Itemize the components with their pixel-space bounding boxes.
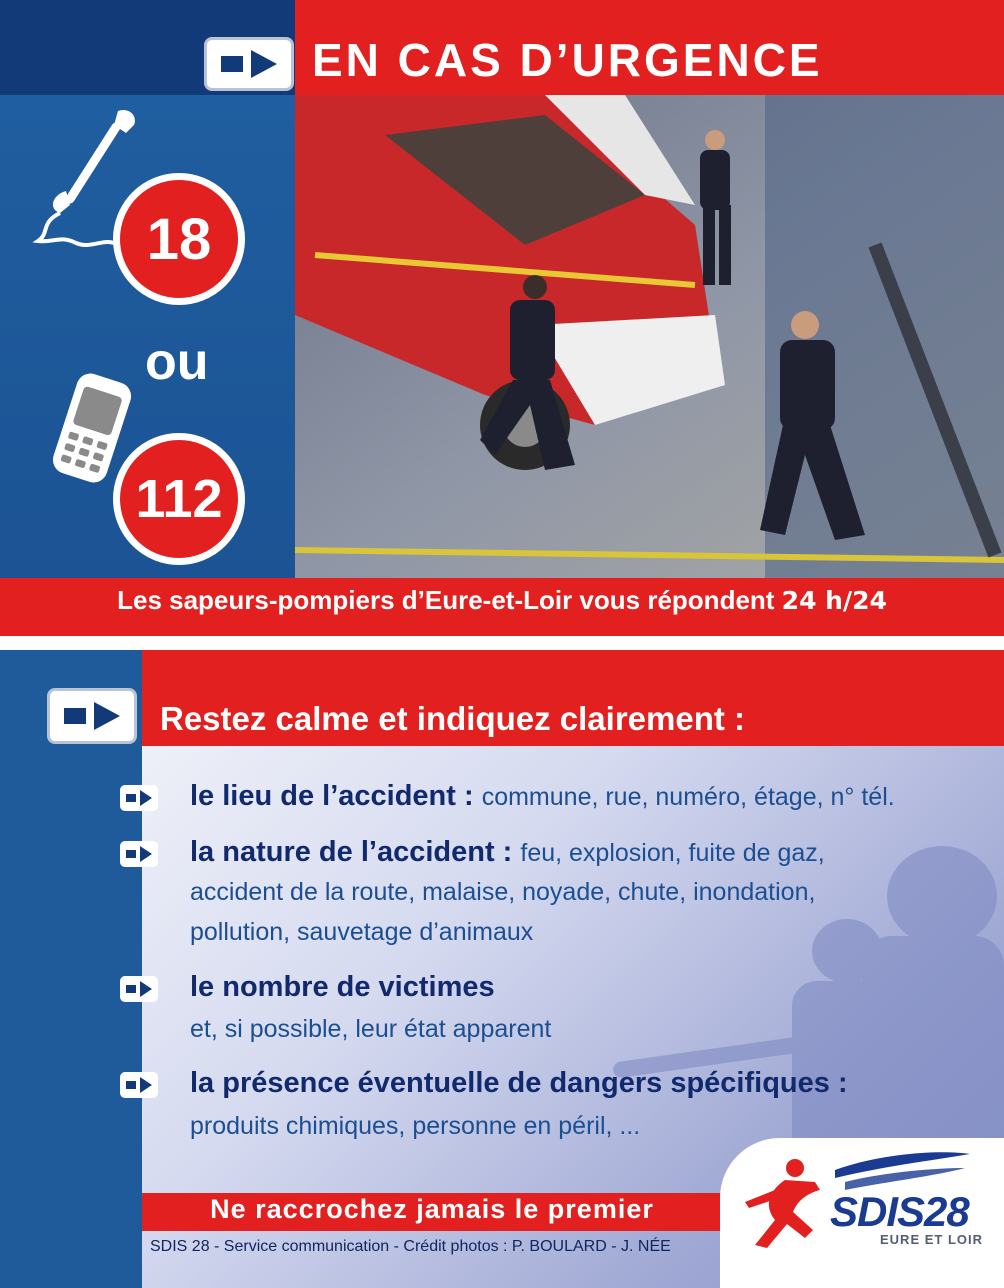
emergency-number-18: 18 <box>113 173 245 305</box>
separator-text: ou <box>145 333 209 391</box>
headline-arrow-icon <box>204 37 294 91</box>
warning-text: Ne raccrochez jamais le premier <box>210 1194 654 1224</box>
bullet-arrow-icon <box>120 841 158 867</box>
item-detail-line: pollution, sauvetage d’animaux <box>190 918 534 946</box>
logo-wordmark: SDIS28 <box>830 1188 969 1235</box>
section-title: Restez calme et indiquez clairement : <box>160 700 746 737</box>
bullet-arrow-icon <box>120 785 158 811</box>
divider-strip <box>0 636 1004 650</box>
section-arrow-icon <box>47 688 137 744</box>
item-title: la présence éventuelle de dangers spécifiques : <box>190 1067 848 1099</box>
item-title: le nombre de victimes <box>190 971 495 1003</box>
ambulance-photo <box>295 95 1004 578</box>
item-detail: commune, rue, numéro, étage, n° tél. <box>481 783 895 811</box>
availability-hours: 24 h/24 <box>781 586 887 615</box>
headline-title: EN CAS D’URGENCE <box>312 34 823 86</box>
emergency-number-112: 112 <box>113 433 245 565</box>
photo-credits: SDIS 28 - Service communication - Crédit photos : P. BOULARD - J. NÉE <box>150 1238 671 1255</box>
availability-text <box>0 585 1004 616</box>
bottom-left-blue-panel <box>0 650 142 1288</box>
logo-subtitle: EURE ET LOIR <box>880 1232 984 1247</box>
item-detail-line: accident de la route, malaise, noyade, chute, inondation, <box>190 878 816 906</box>
item-detail-line: et, si possible, leur état apparent <box>190 1015 552 1043</box>
bullet-arrow-icon <box>120 1072 158 1098</box>
item-detail: feu, explosion, fuite de gaz, <box>520 839 825 867</box>
list-item <box>190 780 895 813</box>
list-item <box>190 836 825 869</box>
item-detail-line: produits chimiques, personne en péril, ... <box>190 1112 641 1140</box>
availability-sentence: Les sapeurs-pompiers d’Eure-et-Loir vous répondent <box>117 585 782 615</box>
item-title: le lieu de l’accident : <box>190 780 482 812</box>
item-title: la nature de l’accident : <box>190 836 521 868</box>
bullet-arrow-icon <box>120 976 158 1002</box>
